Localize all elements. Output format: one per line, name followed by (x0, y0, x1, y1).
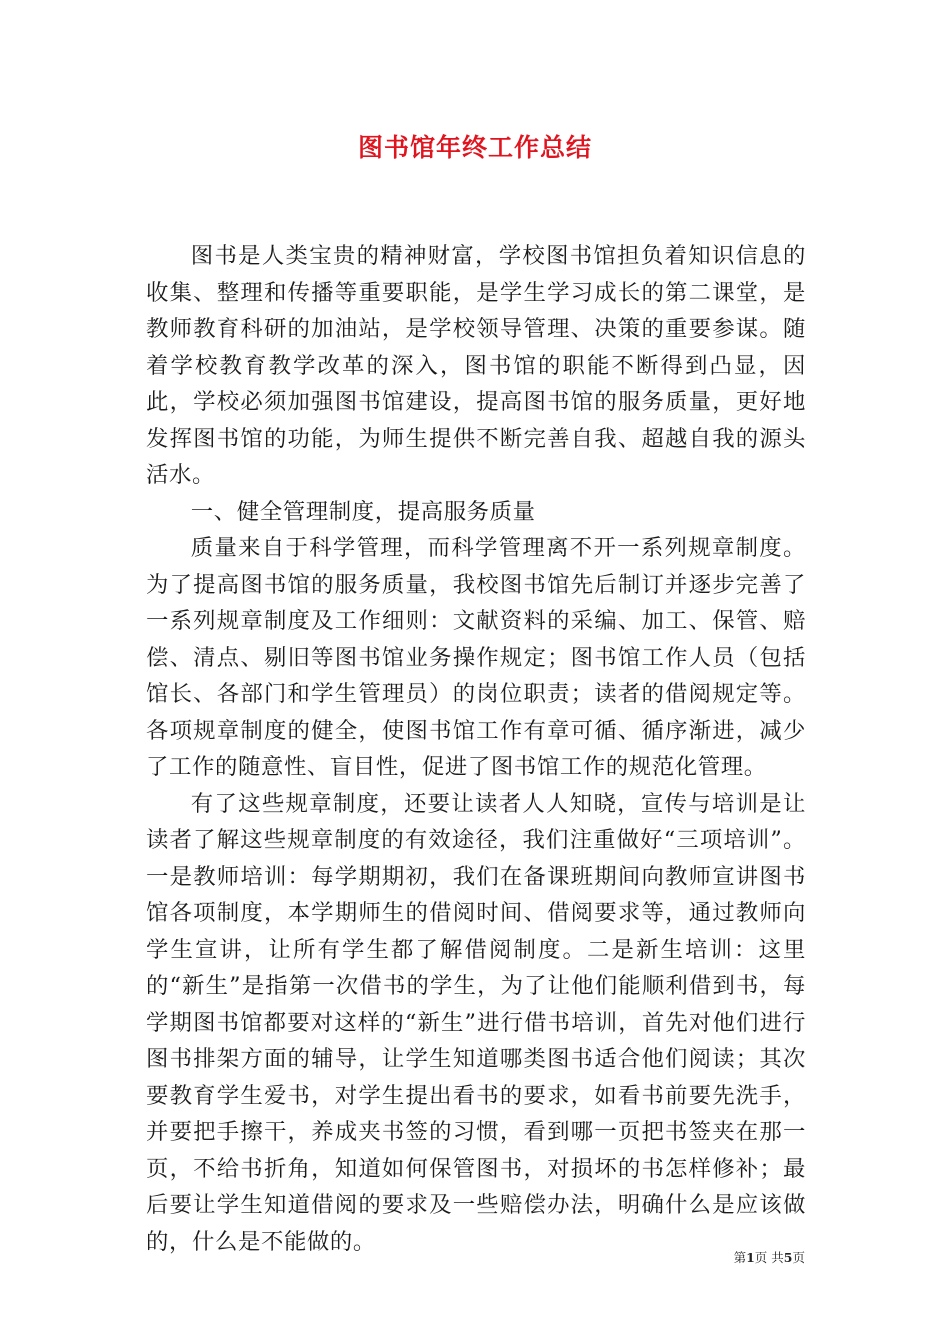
footer-suffix: 页 (792, 1250, 805, 1265)
section-heading-1: 一、健全管理制度，提高服务质量 (190, 498, 536, 525)
document-body (146, 238, 806, 1260)
footer-middle: 页 共 (754, 1250, 784, 1265)
page-title: 图书馆年终工作总结 (357, 133, 592, 162)
page-number-footer (734, 1249, 805, 1267)
footer-prefix: 第 (733, 1250, 747, 1265)
paragraph-training: 有了这些规章制度，还要让读者人人知晓，宣传与培训是让读者了解这些规章制度的有效途径，我们注重做好“三项培训”。一是教师培训：每学期期初，我们在备课班期间向教师宣讲图书馆各项制度，本学期师生的借阅时间、借阅要求等，通过教师向学生宣讲，让所有学生都了解借阅制度。二是新生培训：这里的“新生”是指第一次借书的学生，为了让他们能顺利借到书，每学期图书馆都要对这样的“新生”进行借书培训，首先对他们进行图书排架方面的辅导，让学生知道哪类图书适合他们阅读；其次要教育学生爱书，对学生提出看书的要求，如看书前要先洗手，并要把手擦干，养成夹书签的习惯，看到哪一页把书签夹在那一页，不给书折角，知道如何保管图书，对损坏的书怎样修补；最后要让学生知道借阅的要求及一些赔偿办法，明确什么是应该做的，什么是不能做的。 (146, 790, 806, 1255)
paragraph-intro: 图书是人类宝贵的精神财富，学校图书馆担负着知识信息的收集、整理和传播等重要职能，是学生学习成长的第二课堂，是教师教育科研的加油站，是学校领导管理、决策的重要参谋。随着学校教育教学改革的深入，图书馆的职能不断得到凸显，因此，学校必须加强图书馆建设，提高图书馆的服务质量，更好地发挥图书馆的功能，为师生提供不断完善自我、超越自我的源头活水。 (146, 243, 806, 488)
paragraph-management: 质量来自于科学管理，而科学管理离不开一系列规章制度。为了提高图书馆的服务质量，我校图书馆先后制订并逐步完善了一系列规章制度及工作细则：文献资料的采编、加工、保管、赔偿、清点、剔旧等图书馆业务操作规定；图书馆工作人员（包括馆长、各部门和学生管理员）的岗位职责；读者的借阅规定等。各项规章制度的健全，使图书馆工作有章可循、循序渐进，减少了工作的随意性、盲目性，促进了图书馆工作的规范化管理。 (146, 535, 806, 780)
footer-current-page: 1 (746, 1250, 755, 1265)
footer-total-pages: 5 (783, 1250, 793, 1265)
